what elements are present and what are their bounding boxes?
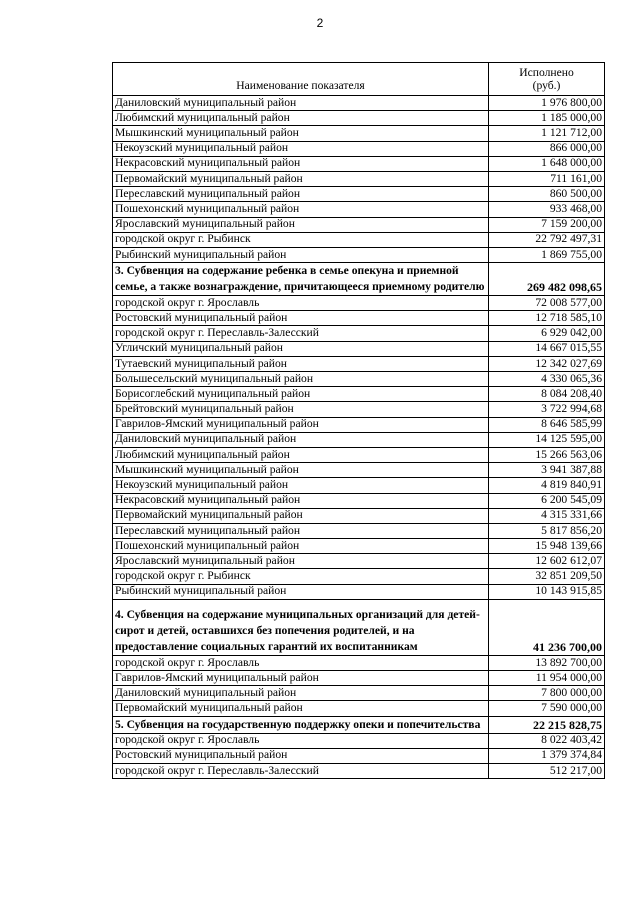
- row-name: Даниловский муниципальный район: [113, 432, 489, 447]
- row-value: 12 342 027,69: [489, 356, 605, 371]
- table-row: [113, 493, 605, 508]
- table-row: [113, 432, 605, 447]
- page-number: 2: [316, 16, 324, 30]
- row-name: Борисоглебский муниципальный район: [113, 387, 489, 402]
- row-name: городской округ г. Рыбинск: [113, 232, 489, 247]
- row-value: 512 217,00: [489, 763, 605, 778]
- row-name: Некоузский муниципальный район: [113, 141, 489, 156]
- table-row: [113, 296, 605, 311]
- row-name: городской округ г. Рыбинск: [113, 569, 489, 584]
- table-row: [113, 733, 605, 748]
- table-row: [113, 356, 605, 371]
- row-name: Некоузский муниципальный район: [113, 478, 489, 493]
- section-total: 22 215 828,75: [489, 716, 605, 733]
- row-value: 22 792 497,31: [489, 232, 605, 247]
- row-value: 8 022 403,42: [489, 733, 605, 748]
- row-name: Гаврилов-Ямский муниципальный район: [113, 671, 489, 686]
- table-row: [113, 402, 605, 417]
- column-header-value-line1: Исполнено: [519, 65, 574, 79]
- table-row: [113, 539, 605, 554]
- row-value: 3 722 994,68: [489, 402, 605, 417]
- table-row: [113, 554, 605, 569]
- row-name: Переславский муниципальный район: [113, 187, 489, 202]
- row-name: Переславский муниципальный район: [113, 523, 489, 538]
- table-row: [113, 701, 605, 716]
- row-value: 4 315 331,66: [489, 508, 605, 523]
- row-value: 3 941 387,88: [489, 463, 605, 478]
- column-header-value: [489, 63, 605, 96]
- row-name: Рыбинский муниципальный район: [113, 584, 489, 599]
- section-row-3: [113, 263, 605, 296]
- row-name: Рыбинский муниципальный район: [113, 247, 489, 262]
- table-row: [113, 341, 605, 356]
- table-row: [113, 126, 605, 141]
- table-row: [113, 187, 605, 202]
- table-row: [113, 478, 605, 493]
- table-row: [113, 96, 605, 111]
- row-value: 6 200 545,09: [489, 493, 605, 508]
- row-value: 1 648 000,00: [489, 156, 605, 171]
- row-value: 72 008 577,00: [489, 296, 605, 311]
- row-name: Первомайский муниципальный район: [113, 701, 489, 716]
- table-row: [113, 748, 605, 763]
- table-row: [113, 763, 605, 778]
- row-value: 13 892 700,00: [489, 655, 605, 670]
- row-value: 933 468,00: [489, 202, 605, 217]
- column-header-value-line2: (руб.): [532, 79, 561, 92]
- table-row: [113, 417, 605, 432]
- row-value: 5 817 856,20: [489, 523, 605, 538]
- row-name: Первомайский муниципальный район: [113, 171, 489, 186]
- row-name: Ярославский муниципальный район: [113, 554, 489, 569]
- table-row: [113, 671, 605, 686]
- row-value: 15 948 139,66: [489, 539, 605, 554]
- row-name: Первомайский муниципальный район: [113, 508, 489, 523]
- table-row: [113, 569, 605, 584]
- table-row: [113, 463, 605, 478]
- row-value: 32 851 209,50: [489, 569, 605, 584]
- row-name: Некрасовский муниципальный район: [113, 156, 489, 171]
- table-header-row: [113, 63, 605, 96]
- row-value: 11 954 000,00: [489, 671, 605, 686]
- row-name: Ярославский муниципальный район: [113, 217, 489, 232]
- table-row: [113, 584, 605, 599]
- row-value: 4 330 065,36: [489, 372, 605, 387]
- row-value: 8 084 208,40: [489, 387, 605, 402]
- table-row: [113, 247, 605, 262]
- row-value: 14 125 595,00: [489, 432, 605, 447]
- table-row: [113, 156, 605, 171]
- section-row-5: [113, 716, 605, 733]
- table-row: [113, 686, 605, 701]
- section-title: 5. Субвенция на государственную поддержку опеки и попечительства: [113, 716, 489, 733]
- section-total: 269 482 098,65: [489, 263, 605, 296]
- table-row: [113, 202, 605, 217]
- row-value: 711 161,00: [489, 171, 605, 186]
- row-name: Угличский муниципальный район: [113, 341, 489, 356]
- row-value: 1 121 712,00: [489, 126, 605, 141]
- table-row: [113, 447, 605, 462]
- row-value: 7 800 000,00: [489, 686, 605, 701]
- table-row: [113, 523, 605, 538]
- table-row: [113, 372, 605, 387]
- row-name: городской округ г. Ярославль: [113, 296, 489, 311]
- row-name: городской округ г. Ярославль: [113, 655, 489, 670]
- row-name: Мышкинский муниципальный район: [113, 463, 489, 478]
- row-value: 7 590 000,00: [489, 701, 605, 716]
- row-name: городской округ г. Переславль-Залесский: [113, 763, 489, 778]
- column-header-name: Наименование показателя: [113, 63, 489, 96]
- table-row: [113, 655, 605, 670]
- table-row: [113, 387, 605, 402]
- row-name: Пошехонский муниципальный район: [113, 539, 489, 554]
- row-value: 1 185 000,00: [489, 111, 605, 126]
- row-value: 4 819 840,91: [489, 478, 605, 493]
- row-value: 860 500,00: [489, 187, 605, 202]
- row-name: Даниловский муниципальный район: [113, 686, 489, 701]
- table-row: [113, 326, 605, 341]
- budget-execution-table: [112, 62, 605, 779]
- row-value: 10 143 915,85: [489, 584, 605, 599]
- row-name: Гаврилов-Ямский муниципальный район: [113, 417, 489, 432]
- table-row: [113, 217, 605, 232]
- row-name: Любимский муниципальный район: [113, 111, 489, 126]
- table-row: [113, 311, 605, 326]
- table-row: [113, 171, 605, 186]
- row-value: 866 000,00: [489, 141, 605, 156]
- row-value: 15 266 563,06: [489, 447, 605, 462]
- row-name: Тутаевский муниципальный район: [113, 356, 489, 371]
- table-row: [113, 232, 605, 247]
- row-value: 6 929 042,00: [489, 326, 605, 341]
- row-value: 14 667 015,55: [489, 341, 605, 356]
- row-name: Любимский муниципальный район: [113, 447, 489, 462]
- row-name: Ростовский муниципальный район: [113, 311, 489, 326]
- table-row: [113, 111, 605, 126]
- row-value: 1 976 800,00: [489, 96, 605, 111]
- section-row-4: [113, 599, 605, 655]
- row-name: Некрасовский муниципальный район: [113, 493, 489, 508]
- row-name: Мышкинский муниципальный район: [113, 126, 489, 141]
- row-value: 12 602 612,07: [489, 554, 605, 569]
- row-name: Ростовский муниципальный район: [113, 748, 489, 763]
- row-name: Брейтовский муниципальный район: [113, 402, 489, 417]
- row-value: 7 159 200,00: [489, 217, 605, 232]
- section-total: 41 236 700,00: [489, 599, 605, 655]
- section-title: 4. Субвенция на содержание муниципальных организаций для детей-сирот и детей, оставшихся без попечения родителей, и на предоставление социальных гарантий их воспитанникам: [113, 599, 489, 655]
- row-value: 12 718 585,10: [489, 311, 605, 326]
- table-row: [113, 508, 605, 523]
- row-value: 1 379 374,84: [489, 748, 605, 763]
- section-title: 3. Субвенция на содержание ребенка в семье опекуна и приемной семье, а также вознаграждение, причитающееся приемному родителю: [113, 263, 489, 296]
- row-name: Даниловский муниципальный район: [113, 96, 489, 111]
- row-name: городской округ г. Переславль-Залесский: [113, 326, 489, 341]
- row-value: 1 869 755,00: [489, 247, 605, 262]
- row-name: Большесельский муниципальный район: [113, 372, 489, 387]
- row-value: 8 646 585,99: [489, 417, 605, 432]
- table-row: [113, 141, 605, 156]
- row-name: городской округ г. Ярославль: [113, 733, 489, 748]
- row-name: Пошехонский муниципальный район: [113, 202, 489, 217]
